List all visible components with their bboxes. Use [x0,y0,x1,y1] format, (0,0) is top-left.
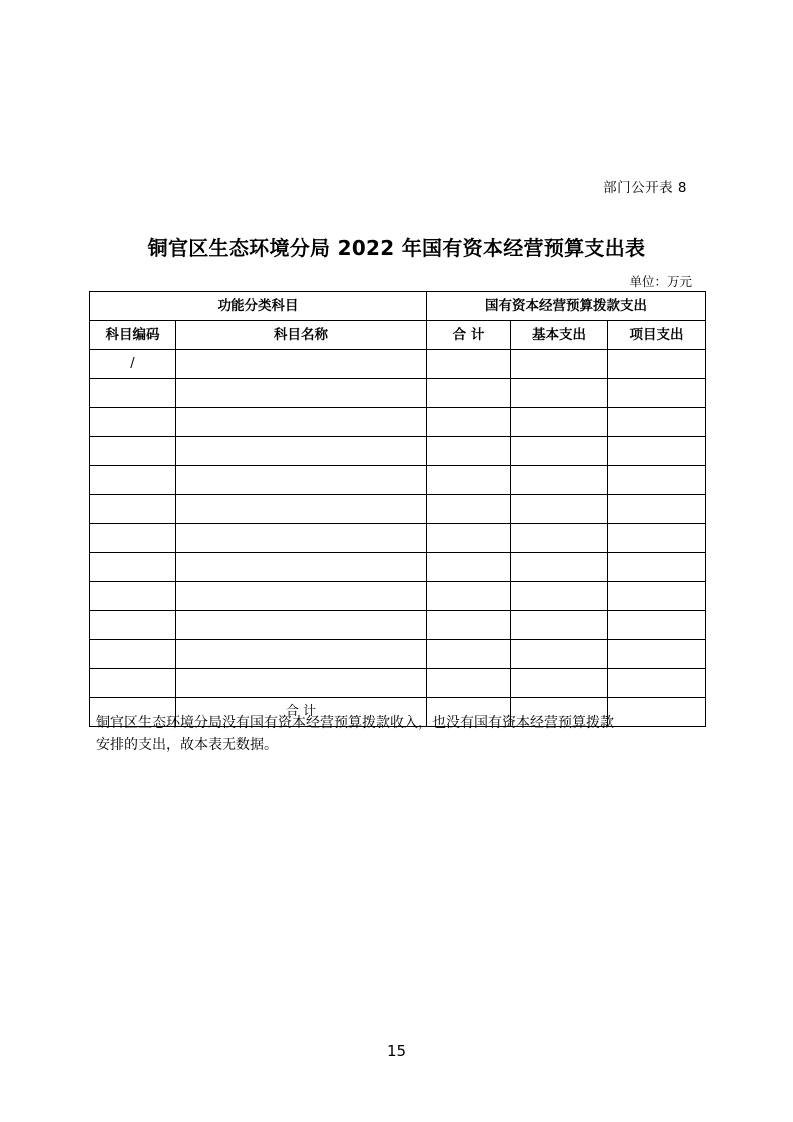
group-header-functional-category: 功能分类科目 [90,292,427,321]
cell-total [427,611,511,640]
cell-name [176,495,427,524]
cell-project [608,350,706,379]
cell-name [176,466,427,495]
cell-code [90,582,176,611]
cell-code [90,379,176,408]
table-row [90,408,706,437]
unit-note: 单位：万元 [629,274,692,289]
column-header-project: 项目支出 [608,321,706,350]
cell-code [90,437,176,466]
cell-name [176,669,427,698]
cell-code [90,640,176,669]
table-group-header-row [90,292,706,321]
column-header-name: 科目名称 [176,321,427,350]
cell-name [176,408,427,437]
table-row [90,350,706,379]
table-note-line-2: 安排的支出，故本表无数据。 [96,737,278,753]
table-row [90,669,706,698]
table-row [90,553,706,582]
cell-project [608,408,706,437]
table-row [90,495,706,524]
cell-total [427,524,511,553]
cell-basic [511,669,608,698]
cell-basic [511,408,608,437]
cell-basic [511,640,608,669]
table-column-header-row [90,321,706,350]
table-row [90,640,706,669]
cell-project [608,582,706,611]
cell-basic [511,553,608,582]
cell-code [90,466,176,495]
cell-total [427,582,511,611]
cell-basic [511,466,608,495]
cell-total [427,466,511,495]
column-header-total: 合 计 [427,321,511,350]
cell-project [608,524,706,553]
cell-basic [511,524,608,553]
cell-project [608,437,706,466]
cell-name [176,582,427,611]
cell-total [427,437,511,466]
cell-code [90,408,176,437]
cell-code [90,669,176,698]
table-row [90,524,706,553]
cell-total [427,495,511,524]
cell-total [427,408,511,437]
column-header-basic: 基本支出 [511,321,608,350]
total-row-label: 合 计 [176,698,427,727]
table-row [90,582,706,611]
cell-project [608,379,706,408]
cell-code [90,495,176,524]
cell-project [608,640,706,669]
table-note-line-1: 铜官区生态环境分局没有国有资本经营预算拨款收入，也没有国有资本经营预算拨款 [96,715,614,731]
cell-name [176,379,427,408]
cell-basic [511,611,608,640]
cell-project [608,553,706,582]
table-note [96,712,706,756]
cell-code [90,611,176,640]
cell-name [176,640,427,669]
table-row [90,611,706,640]
cell-name [176,611,427,640]
cell-project [608,466,706,495]
table-row [90,466,706,495]
column-header-code: 科目编码 [90,321,176,350]
cell-basic [511,582,608,611]
table-row [90,437,706,466]
cell-code [90,553,176,582]
cell-basic [511,379,608,408]
page-title: 铜官区生态环境分局 2022 年国有资本经营预算支出表 [147,236,646,260]
cell-total [427,669,511,698]
cell-basic [511,350,608,379]
cell-total [427,379,511,408]
cell-name [176,350,427,379]
cell-code: / [90,350,176,379]
cell-total [427,553,511,582]
cell-code [90,524,176,553]
table-row [90,379,706,408]
form-number-label: 部门公开表 8 [603,180,687,196]
budget-table-container [89,291,705,727]
cell-basic [511,495,608,524]
cell-basic [511,437,608,466]
cell-name [176,437,427,466]
cell-total [427,350,511,379]
cell-project [608,669,706,698]
cell-total [427,640,511,669]
cell-project [608,495,706,524]
budget-table [89,291,706,727]
cell-project [608,611,706,640]
group-header-state-capital-expenditure: 国有资本经营预算拨款支出 [427,292,706,321]
cell-name [176,553,427,582]
cell-name [176,524,427,553]
page-number: 15 [386,1042,407,1060]
